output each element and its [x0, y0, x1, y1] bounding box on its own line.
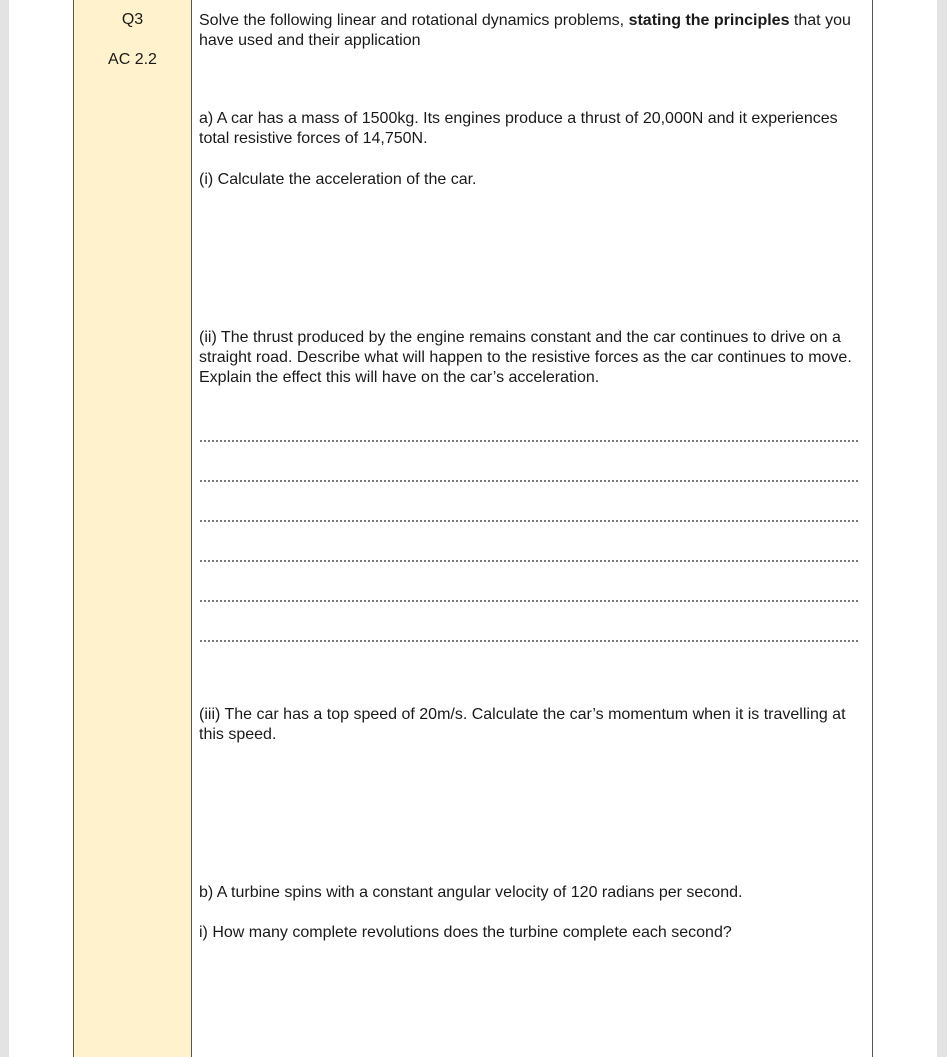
- answer-line[interactable]: [200, 520, 858, 522]
- part-a-ii: (ii) The thrust produced by the engine remains constant and the car continues to drive on a straight road. Describe what will happen to the resistive forces as the car continues to move. Explain the effect this will have on the car’s acceleration.: [199, 329, 852, 386]
- answer-line[interactable]: [200, 600, 858, 602]
- intro-end-text: that you have used and their application: [199, 12, 851, 49]
- intro-bold-text: stating the principles: [628, 12, 790, 29]
- intro-text: Solve the following linear and rotational dynamics problems,: [199, 12, 629, 29]
- part-b-i: i) How many complete revolutions does the turbine complete each second?: [199, 924, 732, 941]
- answer-line[interactable]: [200, 480, 858, 482]
- answer-line[interactable]: [200, 560, 858, 562]
- question-number: Q3: [121, 11, 144, 28]
- part-b-text: b) A turbine spins with a constant angular velocity of 120 radians per second.: [199, 884, 743, 901]
- question-intro: [199, 11, 859, 51]
- part-a-text: a) A car has a mass of 1500kg. Its engines produce a thrust of 20,000N and it experiences total resistive forces of 14,750N.: [199, 110, 838, 147]
- part-a-i: (i) Calculate the acceleration of the car.: [199, 171, 477, 188]
- table-right-border: [872, 0, 873, 1057]
- assessment-criterion: AC 2.2: [108, 51, 157, 68]
- part-a-iii: (iii) The car has a top speed of 20m/s. Calculate the car’s momentum when it is travelling at this speed.: [199, 706, 846, 743]
- question-label-column: [73, 0, 192, 1057]
- answer-line[interactable]: [200, 440, 858, 442]
- answer-line[interactable]: [200, 640, 858, 642]
